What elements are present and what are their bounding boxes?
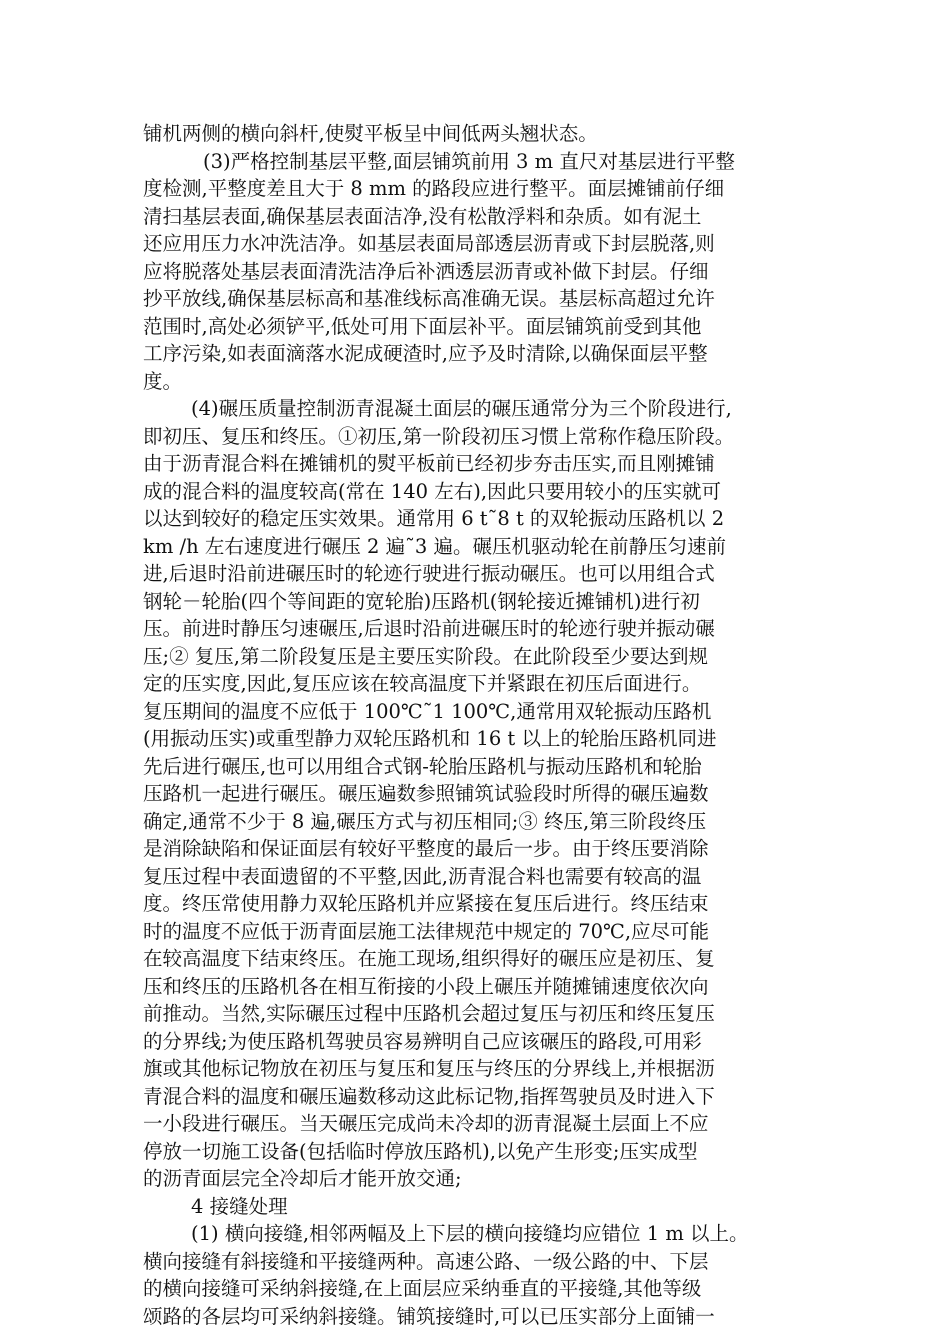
text-line: 前推动。当然,实际碾压过程中压路机会超过复压与初压和终压复压: [143, 1002, 715, 1025]
text-line: 复压期间的温度不应低于 100℃˜1 100℃,通常用双轮振动压路机: [143, 699, 712, 723]
text-line: 确定,通常不少于 8 遍,碾压方式与初压相同;③ 终压,第三阶段终压: [143, 809, 707, 833]
paragraph-transverse-joint: [143, 1220, 823, 1330]
text-line: 度检测,平整度差且大于 8 mm 的路段应进行整平。面层摊铺前仔细: [143, 177, 725, 200]
text-line: 复压过程中表面遗留的不平整,因此,沥青混合料也需要有较高的温: [143, 864, 702, 888]
text-line: (1) 横向接缝,相邻两幅及上下层的横向接缝均应错位 1 m 以上。: [191, 1222, 749, 1245]
text-line: (4)碾压质量控制沥青混凝土面层的碾压通常分为三个阶段进行,: [191, 397, 732, 420]
text-line: 一小段进行碾压。当天碾压完成尚未冷却的沥青混凝土层面上不应: [143, 1112, 709, 1135]
text-line: 抄平放线,确保基层标高和基准线标高准确无误。基层标高超过允许: [143, 287, 715, 310]
text-line: 压路机一起进行碾压。碾压遍数参照铺筑试验段时所得的碾压遍数: [143, 782, 709, 805]
text-line: 4 接缝处理: [191, 1194, 288, 1218]
text-line: 先后进行碾压,也可以用组合式钢-轮胎压路机与振动压路机和轮胎: [143, 754, 702, 778]
text-line: 时的温度不应低于沥青面层施工法律规范中规定的 70℃,应尽可能: [143, 919, 710, 943]
text-line: 进,后退时沿前进碾压时的轮迹行驶进行振动碾压。也可以用组合式: [143, 562, 715, 585]
text-line: 钢轮－轮胎(四个等间距的宽轮胎)压路机(钢轮接近摊铺机)进行初: [143, 589, 700, 613]
text-line: 压;② 复压,第二阶段复压是主要压实阶段。在此阶段至少要达到规: [143, 644, 708, 668]
text-line: 压。前进时静压匀速碾压,后退时沿前进碾压时的轮迹行驶并振动碾: [143, 617, 715, 640]
text-line: 在较高温度下结束终压。在施工现场,组织得好的碾压应是初压、复: [143, 947, 715, 970]
paragraph-base-leveling: [143, 148, 823, 396]
text-line: 的沥青面层完全冷却后才能开放交通;: [143, 1167, 462, 1190]
text-line: 成的混合料的温度较高(常在 140 左右),因此只要用较小的压实就可: [143, 479, 722, 503]
text-line: 度。终压常使用静力双轮压路机并应紧接在复压后进行。终压结束: [143, 892, 709, 915]
text-line: 还应用压力水冲洗洁净。如基层表面局部透层沥青或下封层脱落,则: [143, 232, 715, 255]
text-line: 压和终压的压路机各在相互衔接的小段上碾压并随摊铺速度依次向: [143, 974, 709, 998]
paragraph-continuation: [143, 120, 823, 148]
text-line: 应将脱落处基层表面清洗洁净后补洒透层沥青或补做下封层。仔细: [143, 259, 709, 283]
text-line: 铺机两侧的横向斜杆,使熨平板呈中间低两头翘状态。: [143, 122, 598, 145]
text-line: (用振动压实)或重型静力双轮压路机和 16 t 以上的轮胎压路机同进: [143, 727, 717, 750]
text-line: 范围时,高处必须铲平,低处可用下面层补平。面层铺筑前受到其他: [143, 314, 702, 338]
text-line: 清扫基层表面,确保基层表面洁净,没有松散浮料和杂质。如有泥土: [143, 204, 702, 228]
text-line: 工序污染,如表面滴落水泥成硬渣时,应予及时清除,以确保面层平整: [143, 342, 708, 365]
text-line: 横向接缝有斜接缝和平接缝两种。高速公路、一级公路的中、下层: [143, 1249, 709, 1273]
text-line: 停放一切施工设备(包括临时停放压路机),以免产生形变;压实成型: [143, 1139, 698, 1163]
text-line: 的分界线;为使压路机驾驶员容易辨明自己应该碾压的路段,可用彩: [143, 1029, 702, 1053]
text-line: 度。: [143, 369, 183, 393]
text-line: 是消除缺陷和保证面层有较好平整度的最后一步。由于终压要消除: [143, 837, 709, 860]
text-line: 颂路的各层均可采纳斜接缝。铺筑接缝时,可以已压实部分上面铺一: [143, 1304, 715, 1328]
text-line: 定的压实度,因此,复压应该在较高温度下并紧跟在初压后面进行。: [143, 672, 702, 695]
paragraph-compaction-control: [143, 395, 823, 1193]
document-body: [143, 120, 823, 1330]
text-line: (3)严格控制基层平整,面层铺筑前用 3 m 直尺对基层进行平整: [203, 149, 735, 173]
text-line: 的横向接缝可采纳斜接缝,在上面层应采纳垂直的平接缝,其他等级: [143, 1277, 702, 1300]
text-line: 以达到较好的稳定压实效果。通常用 6 t˜8 t 的双轮振动压路机以 2: [143, 507, 725, 530]
text-line: 即初压、复压和终压。①初压,第一阶段初压习惯上常称作稳压阶段。: [143, 424, 735, 448]
text-line: 旗或其他标记物放在初压与复压和复压与终压的分界线上,并根据沥: [143, 1057, 715, 1080]
text-line: 青混合料的温度和碾压遍数移动这此标记物,指挥驾驶员及时进入下: [143, 1084, 715, 1108]
text-line: 由于沥青混合料在摊铺机的熨平板前已经初步夯击压实,而且刚摊铺: [143, 452, 715, 475]
text-line: km /h 左右速度进行碾压 2 遍˜3 遍。碾压机驱动轮在前静压匀速前: [143, 534, 726, 558]
section-heading-joint-treatment: [143, 1193, 823, 1221]
